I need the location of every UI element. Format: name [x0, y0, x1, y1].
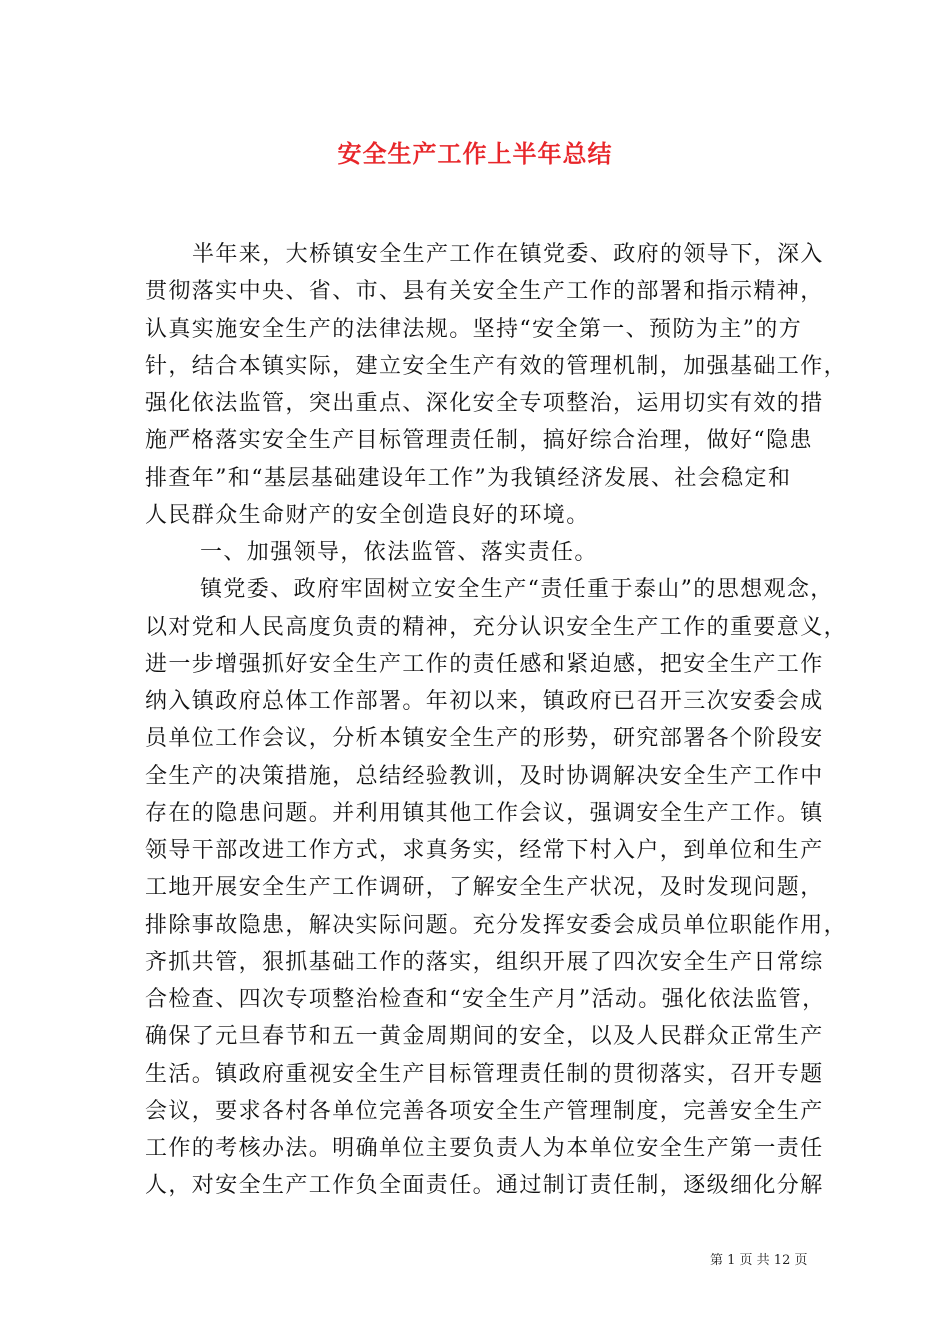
text-line: 员单位工作会议，分析本镇安全生产的形势，研究部署各个阶段安	[145, 726, 824, 752]
document-title: 安全生产工作上半年总结	[337, 139, 613, 168]
text-line: 人民群众生命财产的安全创造良好的环境。	[145, 502, 590, 528]
text-line: 合检查、四次专项整治检查和“安全生产月”活动。强化依法监管，	[145, 987, 826, 1012]
text-line: 会议，要求各村各单位完善各项安全生产管理制度，完善安全生产	[145, 1098, 824, 1124]
text-line: 确保了元旦春节和五一黄金周期间的安全，以及人民群众正常生产	[145, 1024, 824, 1050]
text-line: 人，对安全生产工作负全面责任。通过制订责任制，逐级细化分解	[145, 1173, 824, 1199]
text-line: 工作的考核办法。明确单位主要负责人为本单位安全生产第一责任	[145, 1136, 824, 1161]
text-line: 施严格落实安全生产目标管理责任制，搞好综合治理，做好“隐患	[145, 428, 813, 454]
text-line: 排除事故隐患，解决实际问题。充分发挥安委会成员单位职能作用，	[145, 912, 848, 938]
text-line: 以对党和人民高度负责的精神，充分认识安全生产工作的重要意义，	[145, 614, 848, 640]
text-line: 贯彻落实中央、省、市、县有关安全生产工作的部署和指示精神，	[145, 279, 824, 305]
text-line: 领导干部改进工作方式，求真务实，经常下村入户，到单位和生产	[145, 838, 824, 863]
text-line: 工地开展安全生产工作调研，了解安全生产状况，及时发现问题，	[145, 875, 824, 901]
document-body	[145, 236, 848, 1205]
section-heading: 一、加强领导，依法监管、落实责任。	[200, 540, 598, 565]
text-line: 半年来，大桥镇安全生产工作在镇党委、政府的领导下，深入	[192, 242, 824, 267]
text-line: 全生产的决策措施，总结经验教训，及时协调解决安全生产工作中	[145, 763, 824, 789]
text-line: 纳入镇政府总体工作部署。年初以来，镇政府已召开三次安委会成	[145, 689, 824, 714]
text-line: 存在的隐患问题。并利用镇其他工作会议，强调安全生产工作。镇	[145, 800, 824, 826]
text-line: 进一步增强抓好安全生产工作的责任感和紧迫感，把安全生产工作	[145, 651, 824, 677]
text-line: 认真实施安全生产的法律法规。坚持“安全第一、预防为主”的方	[145, 316, 803, 342]
page-number: 第 1 页 共 12 页	[710, 1253, 808, 1268]
text-line: 排查年”和“基层基础建设年工作”为我镇经济发展、社会稳定和	[145, 465, 792, 491]
text-line: 生活。镇政府重视安全生产目标管理责任制的贯彻落实，召开专题	[145, 1061, 824, 1087]
text-line: 齐抓共管，狠抓基础工作的落实，组织开展了四次安全生产日常综	[145, 949, 824, 975]
text-line: 镇党委、政府牢固树立安全生产“责任重于泰山”的思想观念，	[200, 577, 834, 603]
text-line: 针，结合本镇实际，建立安全生产有效的管理机制，加强基础工作，	[145, 353, 848, 379]
text-line: 强化依法监管，突出重点、深化安全专项整治，运用切实有效的措	[145, 391, 824, 416]
